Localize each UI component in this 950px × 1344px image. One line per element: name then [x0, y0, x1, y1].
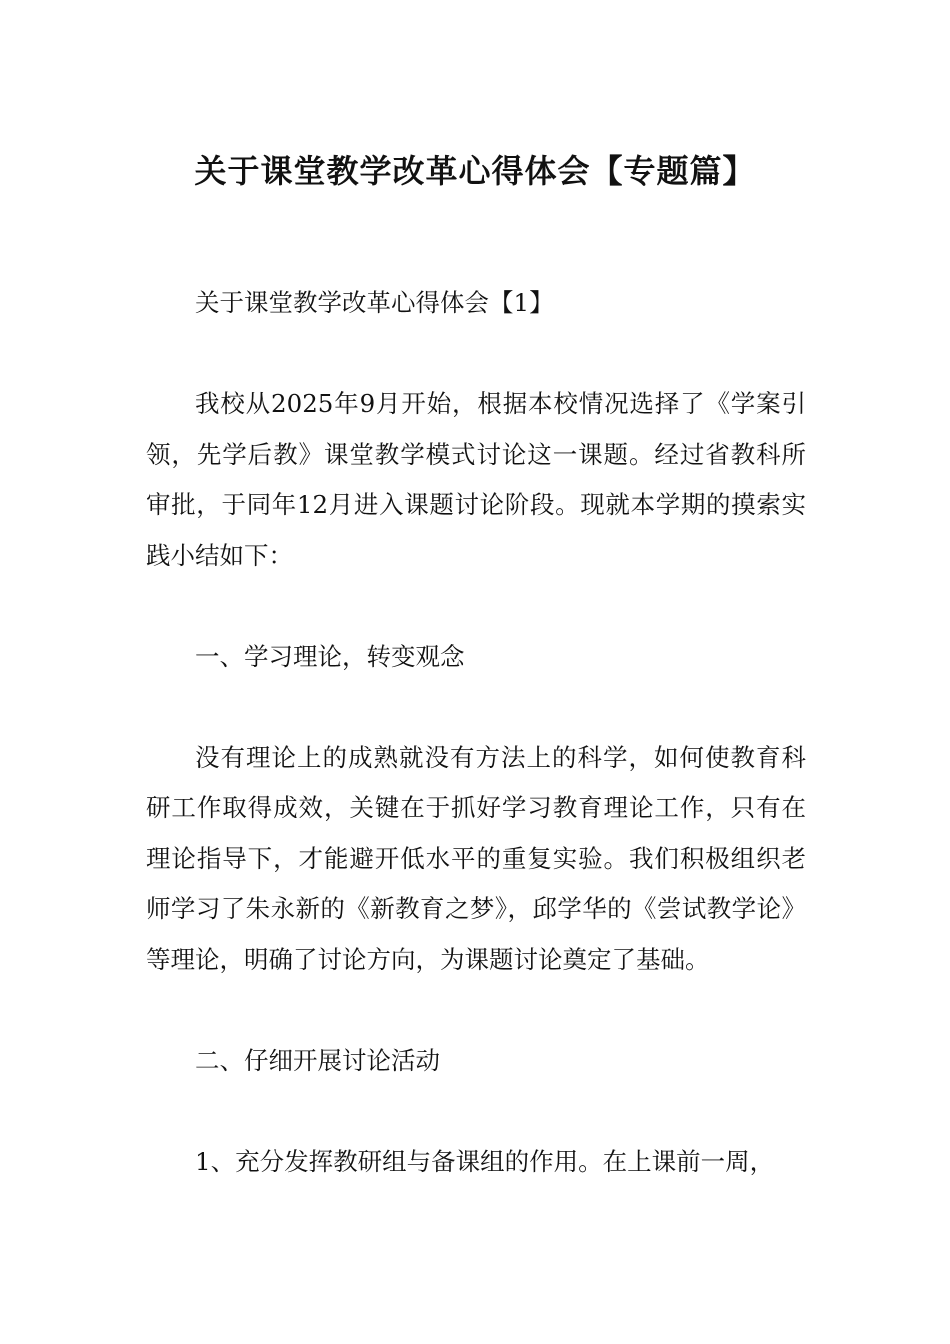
document-title: 关于课堂教学改革心得体会【专题篇】	[194, 152, 756, 191]
document-body	[146, 278, 806, 1187]
intro-paragraph: 我校从2025年9月开始，根据本校情况选择了《学案引领，先学后教》课堂教学模式讨论这一课题。经过省教科所审批，于同年12月进入课题讨论阶段。现就本学期的摸索实践小结如下：	[146, 389, 806, 570]
section-subtitle: 关于课堂教学改革心得体会【1】	[195, 288, 554, 317]
body-paragraph: 没有理论上的成熟就没有方法上的科学，如何使教育科研工作取得成效，关键在于抓好学习教育理论工作，只有在理论指导下，才能避开低水平的重复实验。我们积极组织老师学习了朱永新的《新教育之梦》，邱学华的《尝试教学论》等理论，明确了讨论方向，为课题讨论奠定了基础。	[146, 742, 806, 974]
section-heading-2: 二、仔细开展讨论活动	[195, 1045, 440, 1075]
section-heading-1: 一、学习理论，转变观念	[195, 641, 465, 671]
list-item-paragraph: 1、充分发挥教研组与备课组的作用。在上课前一周，	[195, 1146, 775, 1176]
